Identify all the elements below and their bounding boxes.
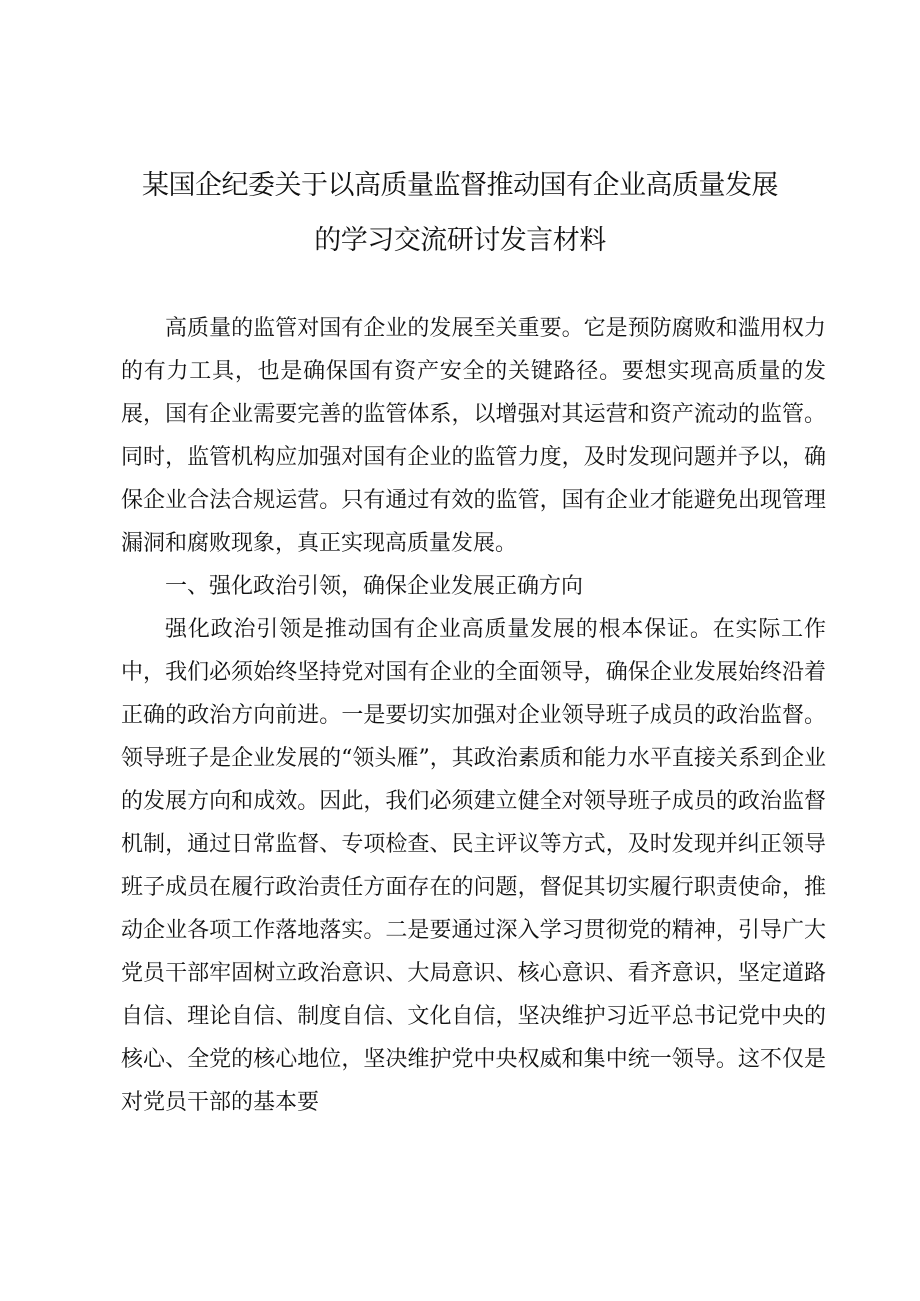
section-1-paragraph: 强化政治引领是推动国有企业高质量发展的根本保证。在实际工作中，我们必须始终坚持党对国有企业的全面领导，确保企业发展始终沿着正确的政治方向前进。一是要切实加强对企业领导班子成员的政治监督。领导班子是企业发展的“领头雁”，其政治素质和能力水平直接关系到企业的发展方向和成效。因此，我们必须建立健全对领导班子成员的政治监督机制，通过日常监督、专项检查、民主评议等方式，及时发现并纠正领导班子成员在履行政治责任方面存在的问题，督促其切实履行职责使命，推动企业各项工作落地落实。二是要通过深入学习贯彻党的精神，引导广大党员干部牢固树立政治意识、大局意识、核心意识、看齐意识，坚定道路自信、理论自信、制度自信、文化自信，坚决维护习近平总书记党中央的核心、全党的核心地位，坚决维护党中央权威和集中统一领导。这不仅是对党员干部的基本要 (121, 617, 826, 1115)
document-body (121, 307, 826, 1124)
document-title-line-1: 某国企纪委关于以高质量监督推动国有企业高质量发展 (142, 170, 778, 201)
document-title-line-2: 的学习交流研讨发言材料 (314, 225, 606, 256)
intro-paragraph: 高质量的监管对国有企业的发展至关重要。它是预防腐败和滥用权力的有力工具，也是确保国有资产安全的关键路径。要想实现高质量的发展，国有企业需要完善的监管体系，以增强对其运营和资产流动的监管。同时，监管机构应加强对国有企业的监管力度，及时发现问题并予以，确保企业合法合规运营。只有通过有效的监管，国有企业才能避免出现管理漏洞和腐败现象，真正实现高质量发展。 (121, 316, 826, 556)
section-heading-1: 一、强化政治引领，确保企业发展正确方向 (165, 574, 584, 599)
